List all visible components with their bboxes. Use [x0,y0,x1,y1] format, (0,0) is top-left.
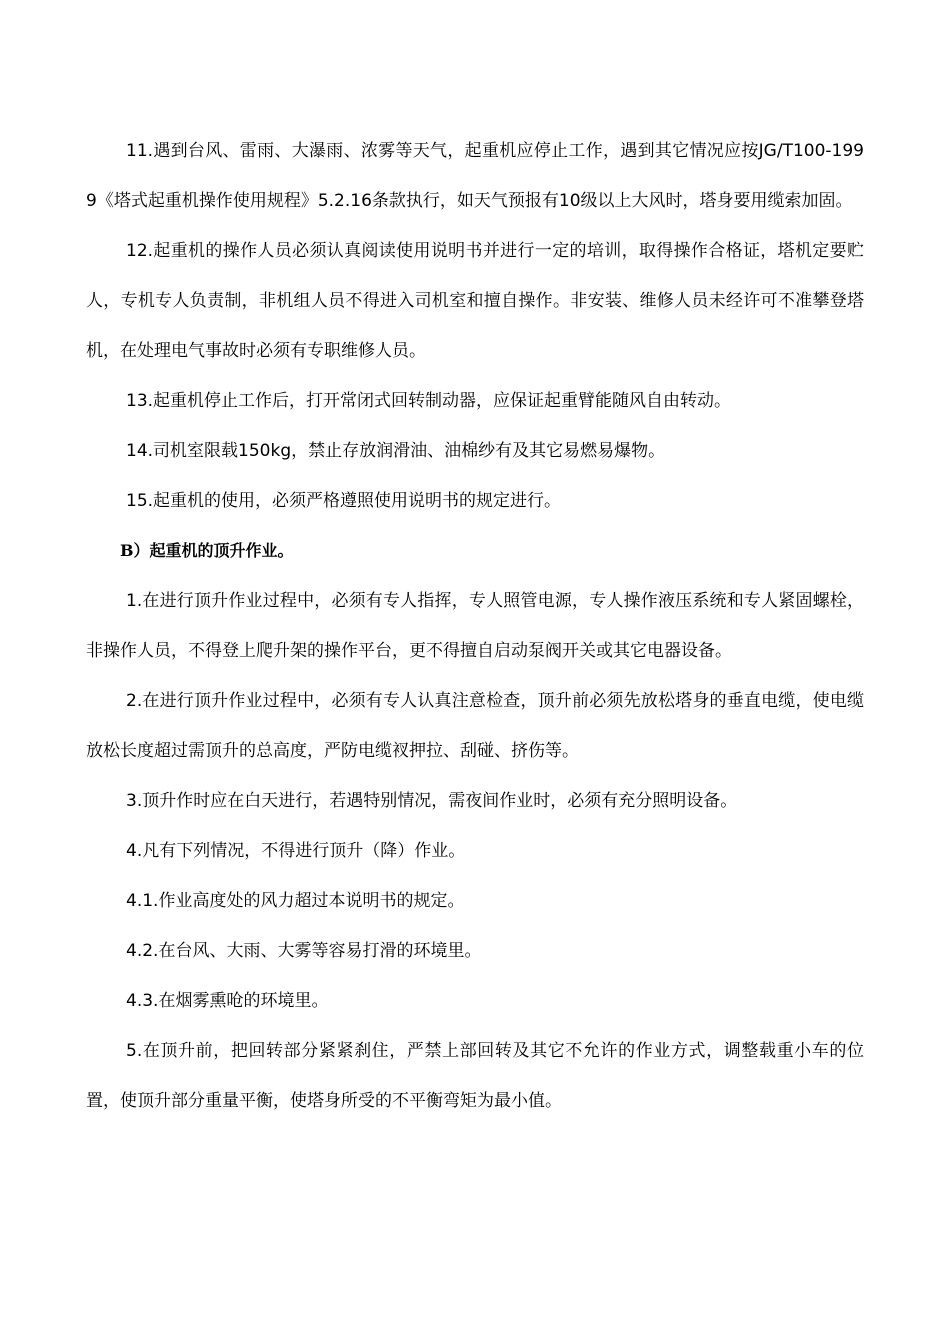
paragraph-14: 14.司机室限载150kg，禁止存放润滑油、油棉纱有及其它易燃易爆物。 [126,441,666,461]
section-heading: B）起重机的顶升作业。 [120,541,294,560]
paragraph-b-4: 4.凡有下列情况，不得进行顶升（降）作业。 [126,841,466,861]
paragraph-b-4-2: 4.2.在台风、大雨、大雾等容易打滑的环境里。 [126,941,482,961]
paragraph-11: 11.遇到台风、雷雨、大瀑雨、浓雾等天气，起重机应停止工作，遇到其它情况应按JG/T100-1999《塔式起重机操作使用规程》5.2.16条款执行，如天气预报有10级以上大风时，塔身要用缆索加固。 [86,141,864,211]
paragraph-13: 13.起重机停止工作后，打开常闭式回转制动器，应保证起重臂能随风自由转动。 [126,391,732,411]
paragraph-b-4-1: 4.1.作业高度处的风力超过本说明书的规定。 [126,891,465,911]
paragraph-b-1: 1.在进行顶升作业过程中，必须有专人指挥，专人照管电源，专人操作液压系统和专人紧固螺栓，非操作人员，不得登上爬升架的操作平台，更不得擅自启动泵阀开关或其它电器设备。 [86,591,864,661]
paragraph-b-4-3: 4.3.在烟雾熏呛的环境里。 [126,991,329,1011]
paragraph-12: 12.起重机的操作人员必须认真阅读使用说明书并进行一定的培训，取得操作合格证，塔机定要贮人，专机专人负责制，非机组人员不得进入司机室和擅自操作。非安装、维修人员未经许可不准攀登塔机，在处理电气事故时必须有专职维修人员。 [86,241,864,361]
paragraph-b-5: 5.在顶升前，把回转部分紧紧刹住，严禁上部回转及其它不允许的作业方式，调整载重小车的位置，使顶升部分重量平衡，使塔身所受的不平衡弯矩为最小值。 [86,1041,864,1111]
paragraph-15: 15.起重机的使用，必须严格遵照使用说明书的规定进行。 [126,491,562,511]
paragraph-b-2: 2.在进行顶升作业过程中，必须有专人认真注意检查，顶升前必须先放松塔身的垂直电缆，使电缆放松长度超过需顶升的总高度，严防电缆衩押拉、刮碰、挤伤等。 [86,691,864,761]
paragraph-b-3: 3.顶升作时应在白天进行，若遇特别情况，需夜间作业时，必须有充分照明设备。 [126,791,738,811]
